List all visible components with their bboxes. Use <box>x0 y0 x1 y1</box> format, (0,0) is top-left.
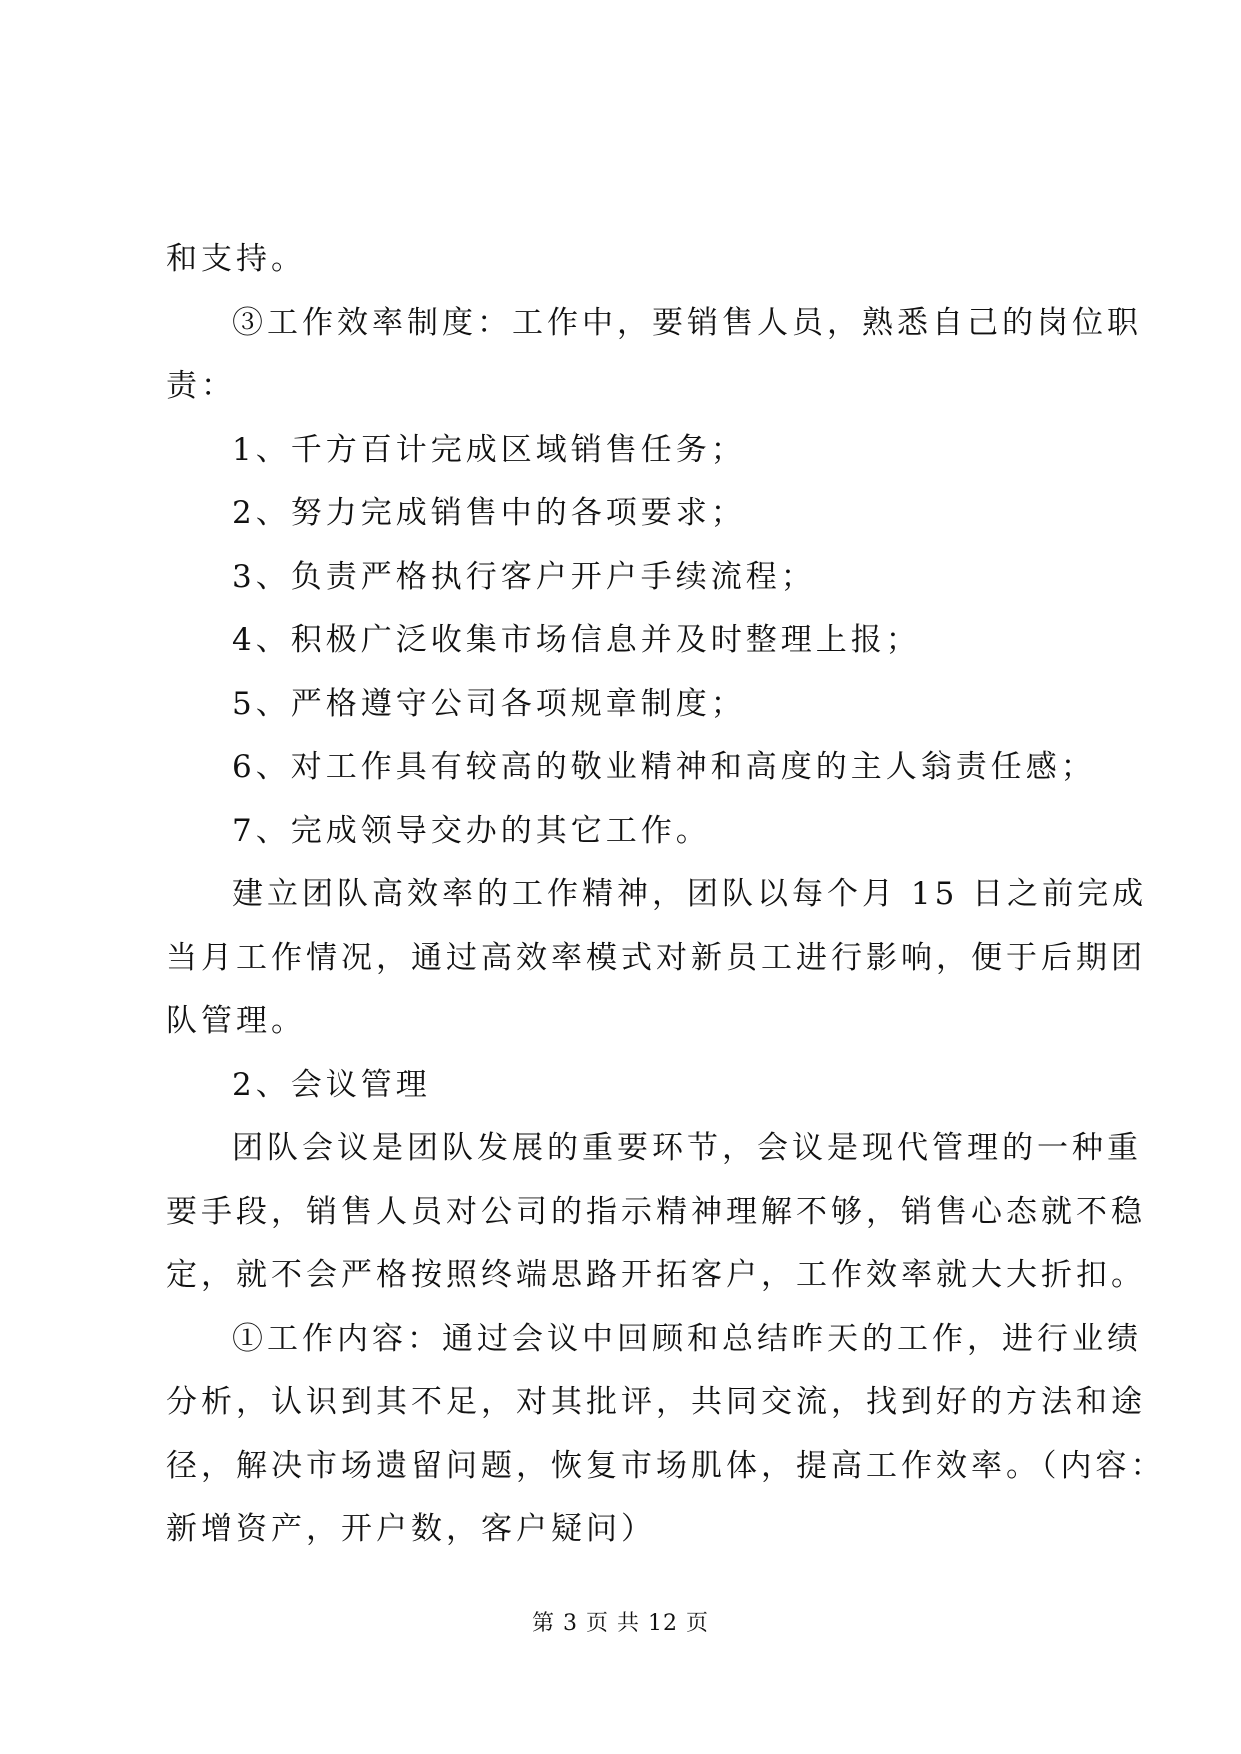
list-item-4: 4、积极广泛收集市场信息并及时整理上报； <box>232 622 921 658</box>
paragraph-efficiency-system: ③工作效率制度：工作中，要销售人员，熟悉自己的岗位职 <box>232 304 1142 341</box>
list-item-5: 5、严格遵守公司各项规章制度； <box>232 685 746 722</box>
list-item-3: 3、负责严格执行客户开户手续流程； <box>232 558 816 595</box>
paragraph-team-meeting: 团队会议是团队发展的重要环节，会议是现代管理的一种重 <box>232 1130 1142 1166</box>
text-line-continuation: 要手段，销售人员对公司的指示精神理解不够，销售心态就不稳 <box>166 1193 1146 1230</box>
document-body <box>166 228 1166 1562</box>
paragraph-work-content: ①工作内容：通过会议中回顾和总结昨天的工作，进行业绩 <box>232 1320 1142 1357</box>
section-heading-meeting-management: 2、会议管理 <box>232 1066 431 1103</box>
text-line-continuation: 和支持。 <box>166 241 306 277</box>
list-item-2: 2、努力完成销售中的各项要求； <box>232 495 746 531</box>
text-line-continuation: 队管理。 <box>166 1003 306 1039</box>
text-line-continuation: 定，就不会严格按照终端思路开拓客户，工作效率就大大折扣。 <box>166 1257 1146 1293</box>
page-footer <box>0 1606 1241 1637</box>
list-item-7: 7、完成领导交办的其它工作。 <box>232 812 711 849</box>
page-number-label: 第 3 页 共 12 页 <box>532 1611 709 1636</box>
text-line-continuation: 分析，认识到其不足，对其批评，共同交流，找到好的方法和途 <box>166 1384 1146 1420</box>
text-line-continuation: 当月工作情况，通过高效率模式对新员工进行影响，便于后期团 <box>166 939 1146 976</box>
text-line-continuation: 责： <box>166 368 236 404</box>
list-item-1: 1、千方百计完成区域销售任务； <box>232 431 746 468</box>
text-line-continuation: 新增资产，开户数，客户疑问） <box>166 1511 656 1547</box>
list-item-6: 6、对工作具有较高的敬业精神和高度的主人翁责任感； <box>232 749 1096 785</box>
paragraph-team-spirit: 建立团队高效率的工作精神，团队以每个月 15 日之前完成 <box>232 876 1148 912</box>
text-line-continuation: 径，解决市场遗留问题，恢复市场肌体，提高工作效率。（内容： <box>166 1447 1166 1484</box>
